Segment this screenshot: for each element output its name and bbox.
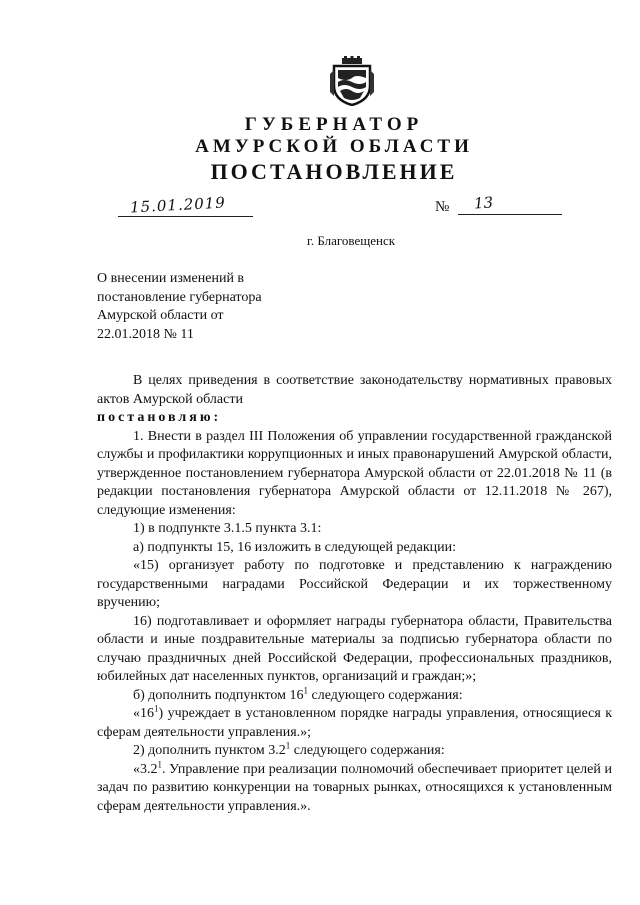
text-part: . Управление при реализации полномочий обеспечивает приоритет целей и задач по развитию конкуренции на товарных рынках, относящихся к установленным сферам деятельности управления.».: [97, 761, 612, 814]
region-title: АМУРСКОЙ ОБЛАСТИ: [195, 136, 473, 157]
text-part: следующего содержания:: [290, 743, 445, 758]
paragraph-16: 16) подготавливает и оформляет награды губернатора области, Правительства области и иные поздравительные материалы за подписью губернатора области по случаю праздничных дней Российской Федерации, профессиональных праздников, юбилейных дат населенных пунктов, организаций и граждан;»;: [97, 613, 612, 684]
handwritten-number: 13: [473, 193, 494, 213]
text-part: следующего содержания:: [308, 687, 463, 703]
city-line: г. Благовещенск: [306, 233, 396, 248]
subject-line: 22.01.2018 № 11: [97, 326, 194, 342]
paragraph-quote-3-2-1: [97, 758, 612, 817]
text-part: «3.2: [133, 761, 158, 777]
paragraph-quote-16-1: [97, 705, 612, 742]
subject-block: [97, 270, 262, 344]
text-part: б) дополнить подпунктом 16: [133, 687, 304, 703]
paragraph-subitem-b: [97, 684, 612, 706]
paragraph-quote-15: «15) организует работу по подготовке и представлению к награждению государственными наградами Российской Федерации и их торжественному вручению;: [97, 558, 612, 610]
resolve-word: постановляю:: [97, 410, 222, 425]
subject-line: Амурской области от: [97, 308, 224, 323]
governor-title: ГУБЕРНАТОР: [244, 114, 424, 135]
paragraph-item-2: [97, 742, 612, 761]
subject-line: О внесении изменений в: [97, 271, 245, 286]
document-body: [97, 372, 612, 816]
text-part: «16: [133, 706, 154, 721]
coat-of-arms-emblem: [330, 56, 374, 106]
preamble-paragraph: В целях приведения в соответствие законодательству нормативных правовых актов Амурской области: [97, 373, 612, 407]
document-type-title: ПОСТАНОВЛЕНИЕ: [210, 159, 458, 184]
paragraph-item-1: 1. Внести в раздел III Положения об управлении государственной гражданской службы и профилактики коррупционных и иных правонарушений Амурской области, утвержденное постановлением губернатора Амурской области от 22.01.2018 № 11 (в редакции постановления губернатора Амурской области от 12.11.2018 № 267), следующие изменения:: [97, 428, 612, 518]
subject-line: постановление губернатора: [97, 289, 262, 305]
paragraph-subitem-1: 1) в подпункте 3.1.5 пункта 3.1:: [133, 521, 322, 536]
superscript: 1: [303, 684, 309, 695]
superscript: 1: [285, 740, 291, 751]
text-part: ) учреждает в установленном порядке награды управления, относящиеся к сферам деятельности управления.»;: [97, 706, 612, 740]
paragraph-subitem-a: а) подпункты 15, 16 изложить в следующей редакции:: [133, 539, 456, 555]
handwritten-date: 15.01.2019: [129, 193, 227, 217]
superscript: 1: [154, 703, 159, 714]
text-part: 2) дополнить пунктом 3.2: [133, 743, 286, 758]
number-label: №: [435, 199, 450, 215]
superscript: 1: [157, 758, 162, 769]
